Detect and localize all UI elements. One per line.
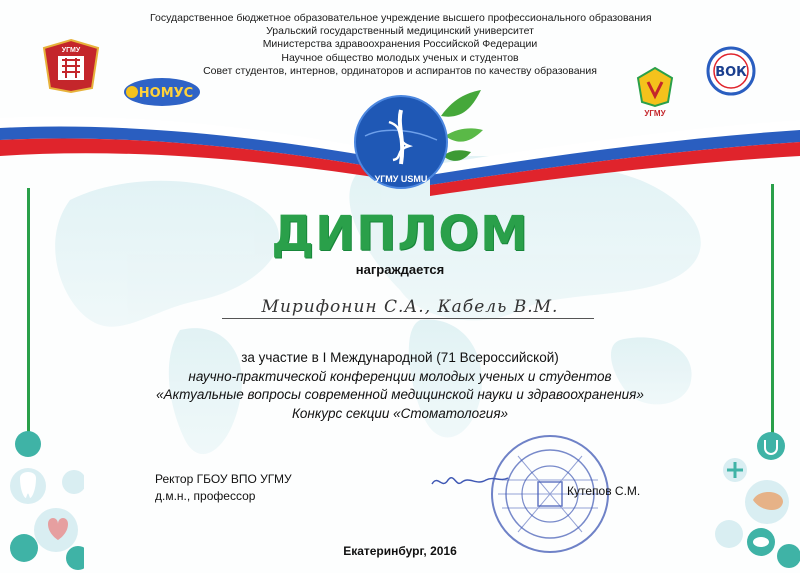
right-medical-icons (715, 430, 800, 570)
handwritten-signature (430, 470, 510, 492)
body-line: «Актуальные вопросы современной медицинской науки и здравоохранения» (156, 387, 644, 402)
signer-degree: д.м.н., профессор (155, 489, 256, 503)
diploma-title: ДИПЛОМ (271, 206, 529, 262)
body-line: Конкурс секции «Стоматология» (291, 405, 509, 421)
header-line: Государственное бюджетное образовательное учреждение высшего профессионального образования (150, 12, 652, 24)
flag-ribbon-left (0, 117, 380, 178)
header-institution (150, 12, 650, 78)
recipient-names: Мирифонин С.А., Кабель В.М. (261, 297, 559, 317)
signature-block (155, 471, 292, 505)
signer-name: Кутепов С.М. (567, 484, 641, 498)
svg-text:УГМУ: УГМУ (61, 47, 81, 54)
ugmu-small-logo (636, 66, 674, 118)
ear-icon (66, 546, 84, 570)
left-medical-icons (8, 430, 84, 570)
city-year: Екатеринбург, 2016 (343, 544, 457, 558)
kidney-icon (715, 520, 743, 548)
stethoscope-icon (757, 432, 785, 460)
vok-logo (706, 46, 756, 96)
signer-position: Ректор ГБОУ ВПО УГМУ (155, 472, 292, 486)
body-line: научно-практической конференции молодых ученых и студентов (188, 368, 612, 384)
brain-icon (10, 534, 38, 562)
header-line: Научное общество молодых ученых и студентов (281, 51, 519, 64)
joint-icon (15, 431, 41, 457)
nomus-logo (122, 76, 202, 108)
usmu-globe-emblem (345, 86, 485, 198)
svg-text:УГМУ USMU: УГМУ USMU (374, 174, 428, 184)
bone-icon (62, 470, 84, 494)
svg-text:УГМУ: УГМУ (644, 109, 666, 118)
lungs-icon (777, 544, 800, 568)
body-line: за участие в I Международной (71 Всероссийской) (241, 350, 559, 365)
header-line: Министерства здравоохранения Российской Федерации (262, 38, 538, 51)
svg-text:НОМУС: НОМУС (138, 86, 194, 101)
header-line: Уральский государственный медицинский университет (266, 25, 534, 38)
awarded-label: награждается (355, 262, 445, 277)
svg-text:ВОК: ВОК (715, 65, 747, 80)
recipient-underline (222, 318, 594, 319)
diploma-body (120, 349, 680, 423)
header-line: Совет студентов, интернов, ординаторов и аспирантов по качеству образования (203, 64, 597, 77)
university-crest-logo (40, 38, 102, 94)
